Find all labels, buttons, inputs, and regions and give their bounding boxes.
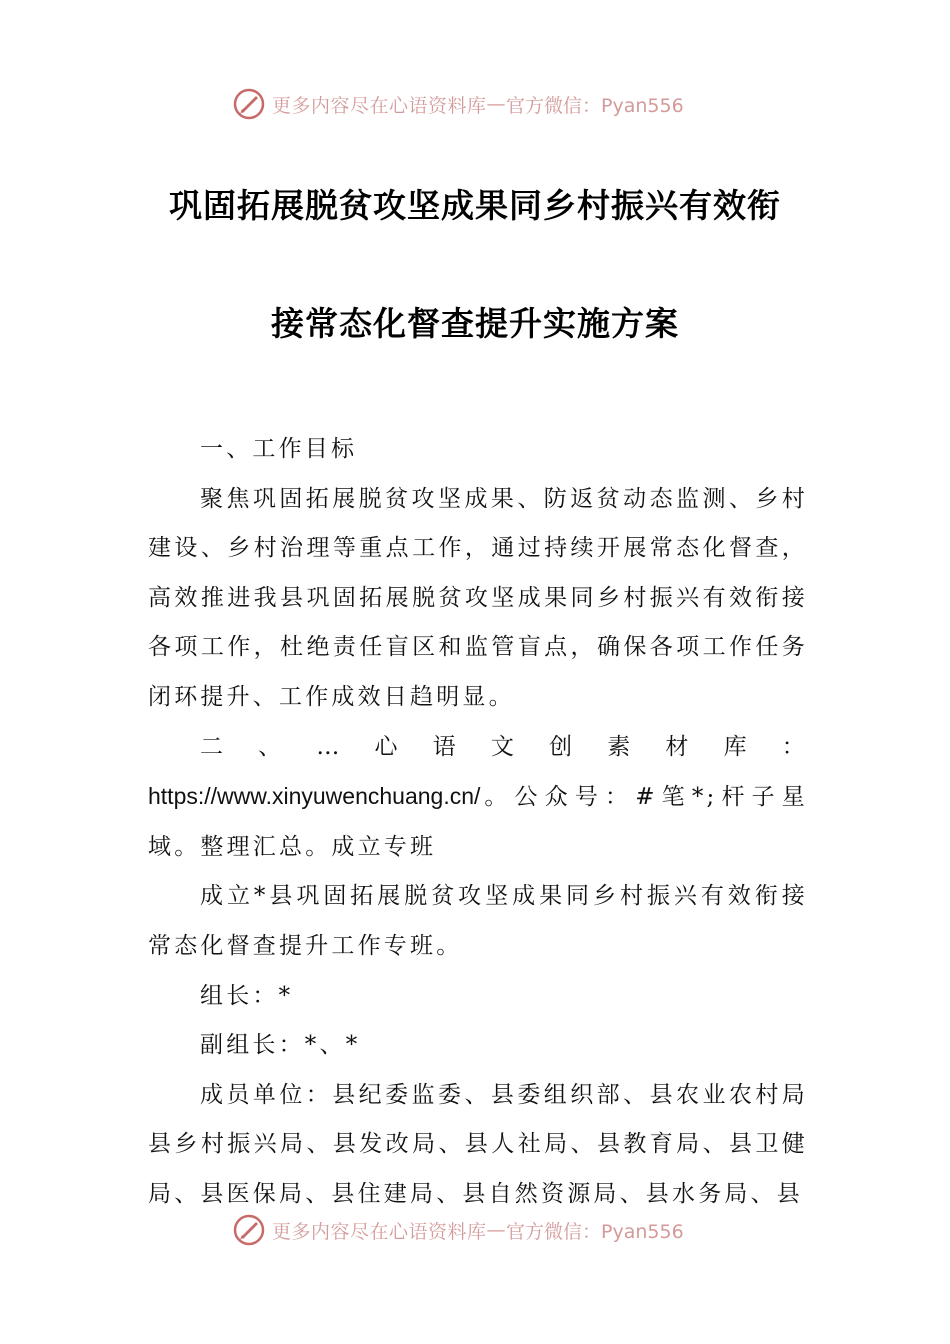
paragraph-deputy: 副组长：*、* [200, 1032, 361, 1059]
watermark-contact: 官方微信：Pyan556 [506, 1220, 684, 1243]
watermark-text: 更多内容尽在心语资料库 [272, 1220, 487, 1243]
document-body [148, 425, 808, 1220]
section-heading-2 [148, 723, 808, 873]
watermark-contact: 官方微信：Pyan556 [506, 94, 684, 117]
paragraph-goal: 聚焦巩固拓展脱贫攻坚成果、防返贫动态监测、乡村建设、乡村治理等重点工作，通过持续开展常态化督查，高效推进我县巩固拓展脱贫攻坚成果同乡村振兴有效衔接各项工作，杜绝责任盲区和监管盲点，确保各项工作任务闭环提升、工作成效日趋明显。 [148, 485, 808, 710]
document-title-line-2: 接常态化督查提升实施方案 [271, 304, 679, 343]
paragraph-members: 成员单位：县纪委监委、县委组织部、县农业农村局县乡村振兴局、县发改局、县人社局、县教育局、县卫健局、县医保局、县住建局、县自然资源局、县水务局、县 [148, 1081, 808, 1207]
watermark-header [232, 86, 684, 122]
pen-logo-icon [232, 87, 266, 121]
heading-2-suffix: 。公众号：#笔*;杆子星域。整理汇总。成立专班 [148, 784, 808, 860]
watermark-footer [232, 1212, 684, 1248]
heading-2-prefix: 二、…心语文创素材库： [200, 733, 808, 760]
watermark-dash: — [486, 93, 507, 115]
document-title-line-1: 巩固拓展脱贫攻坚成果同乡村振兴有效衔 [169, 186, 781, 225]
paragraph-leader: 组长：* [200, 982, 294, 1009]
section-heading-1: 一、工作目标 [200, 436, 358, 462]
paragraph-team: 成立*县巩固拓展脱贫攻坚成果同乡村振兴有效衔接常态化督查提升工作专班。 [148, 883, 808, 959]
watermark-text: 更多内容尽在心语资料库 [272, 94, 487, 117]
watermark-dash: — [486, 1219, 507, 1241]
pen-logo-icon [232, 1213, 266, 1247]
source-url: https://www.xinyuwenchuang.cn/ [148, 783, 481, 810]
